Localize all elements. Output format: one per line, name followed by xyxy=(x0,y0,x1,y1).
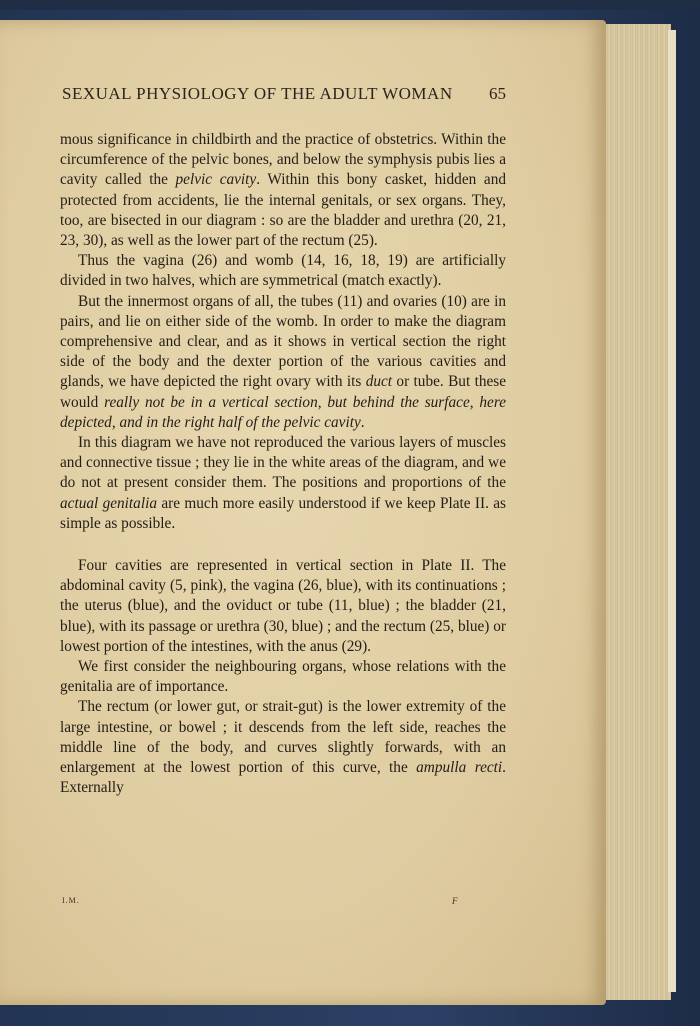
italic-text: actual genitalia xyxy=(60,494,157,512)
paragraph xyxy=(60,697,506,798)
running-head xyxy=(62,84,506,112)
text-run: But the innermost organs of all, the tubes (11) and ovaries (10) are in pairs, and lie on either side of the womb. In order to make the diagram comprehensive and clear, and as it shows in vertical section the right side of the body and the dexter portion of the various cavities and glands, we have depicted the right ovary with its xyxy=(60,292,506,391)
paragraph xyxy=(60,433,506,534)
italic-text: pelvic cavity xyxy=(175,171,257,189)
page-number: 65 xyxy=(489,84,506,103)
running-head-title: SEXUAL PHYSIOLOGY OF THE ADULT WOMAN xyxy=(62,84,453,103)
gathering-mark: F xyxy=(452,896,458,906)
text-run: Thus the vagina (26) and womb (14, 16, 18, 19) are artificially divided in two halves, which are symmetrical (match exactly). xyxy=(60,252,506,290)
text-run: are much more easily understood if we keep Plate II. as simple as possible. xyxy=(60,494,506,532)
text-run: or tube. But these would xyxy=(60,373,506,411)
text-run: Four cavities are represented in vertical section in Plate II. The abdominal cavity (5, pink), the vagina (26, blue), with its continuations ; the uterus (blue), and the oviduct or tube (11, blue) ; the bladder (21, blue), with its passage or urethra (30, blue) ; and the rectum (25, blue) or lowest portion of the intestines, with the anus (29). xyxy=(60,557,506,655)
page-edge-highlight xyxy=(668,30,676,992)
paragraph xyxy=(60,657,506,697)
text-run: mous significance in childbirth and the practice of obstetrics. Within the circumference of the pelvic bones, and below the symphysis pubis lies a cavity called the xyxy=(60,131,506,189)
text-run: . Externally xyxy=(60,759,506,797)
text-run: . xyxy=(360,413,365,431)
italic-text: duct xyxy=(365,373,393,391)
paragraph xyxy=(60,556,506,657)
text-run: In this diagram we have not reproduced the various layers of muscles and connective tissue ; they lie in the white areas of the diagram, and we do not at present consider them. The positions and proportions of the xyxy=(60,434,506,492)
signature-mark: I.M. xyxy=(62,896,80,905)
paragraph xyxy=(60,292,506,433)
body-text xyxy=(60,130,506,799)
text-run: . Within this bony casket, hidden and protected from accidents, lie the internal genitals, or sex organs. They, too, are bisected in our diagram : so are the bladder and urethra (20, 21, 23, 30), as well as the lower part of the rectum (25). xyxy=(60,171,506,250)
text-run: The rectum (or lower gut, or strait-gut) is the lower extremity of the large intestine, or bowel ; it descends from the left side, reaches the middle line of the body, and curves slightly forwards, with an enlargement at the lowest portion of this curve, the xyxy=(60,698,506,777)
italic-text: ampulla recti xyxy=(416,759,503,777)
paragraph xyxy=(60,130,506,251)
text-run: We first consider the neighbouring organs, whose relations with the genitalia are of importance. xyxy=(60,658,506,696)
paragraph xyxy=(60,251,506,291)
italic-text: really not be in a vertical section, but behind the surface, here depicted, and in the right half of the pelvic cavity xyxy=(60,393,506,431)
